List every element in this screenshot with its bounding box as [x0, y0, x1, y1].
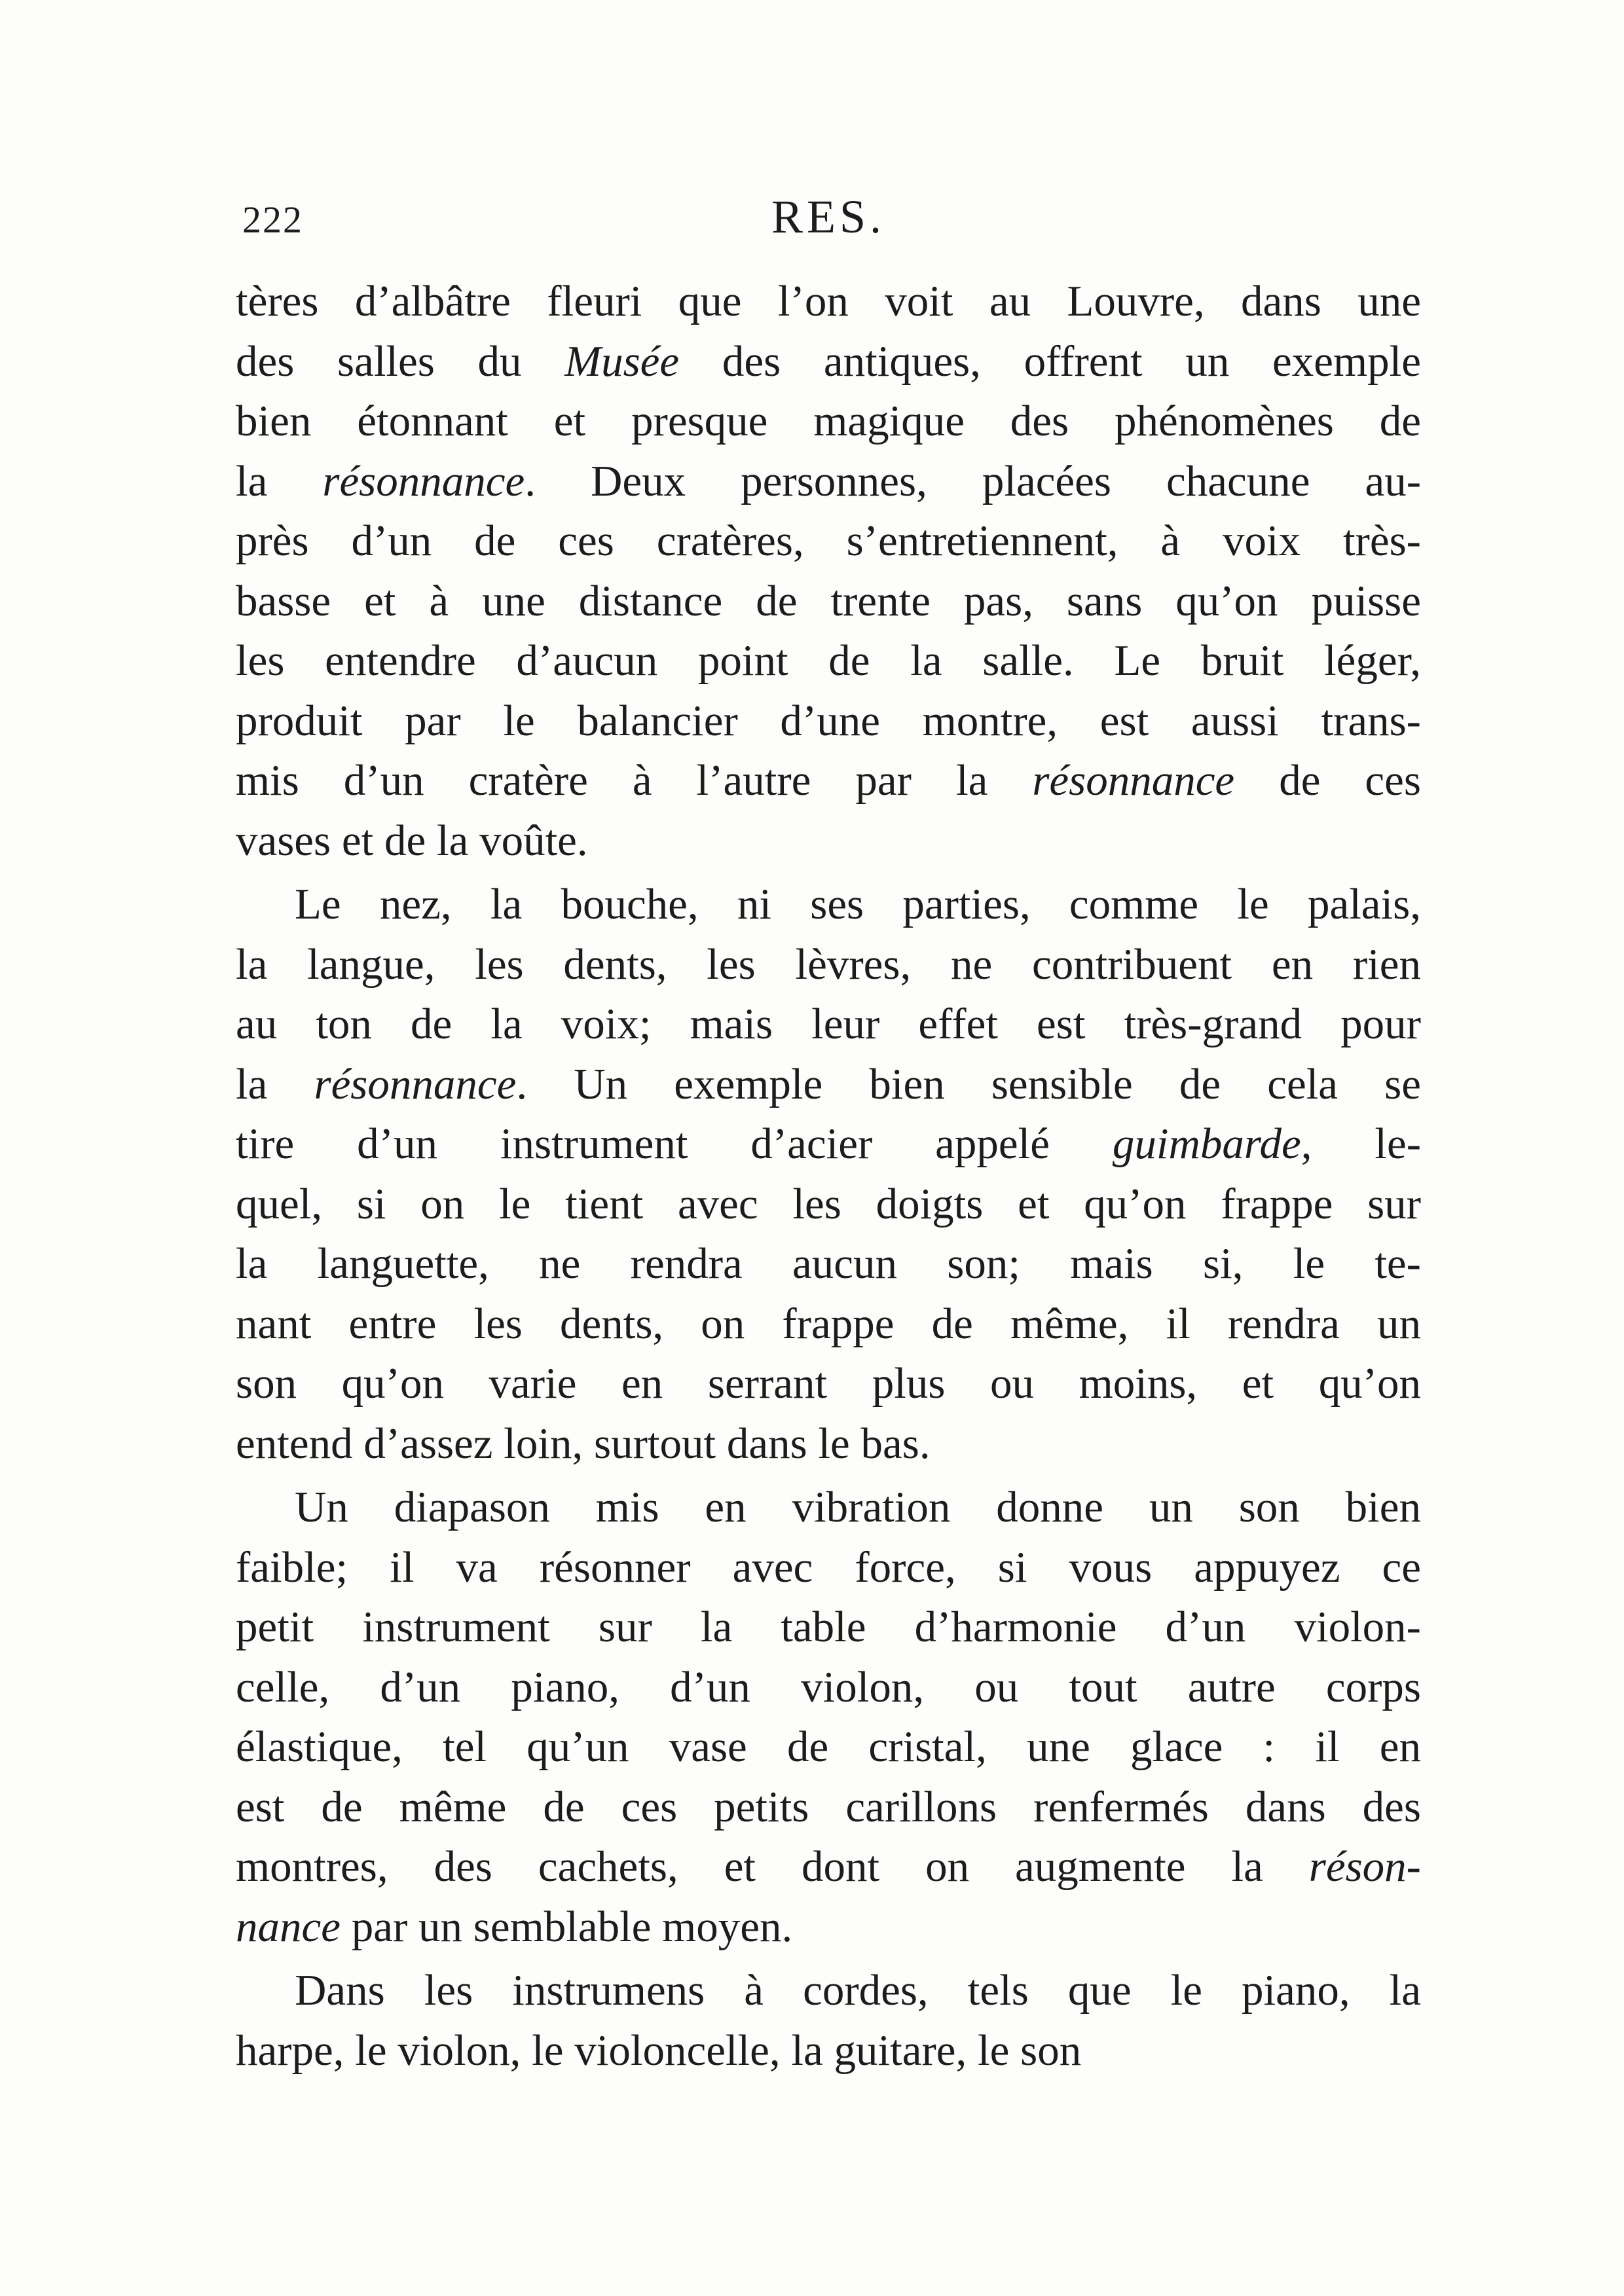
text-line: [236, 572, 1421, 632]
text-segment: , le-: [1301, 1120, 1421, 1168]
text-line: [236, 1175, 1421, 1235]
paragraph: [236, 875, 1421, 1474]
text-segment: la: [236, 1059, 314, 1108]
text-line: [236, 511, 1421, 572]
italic-term: Musée: [564, 337, 680, 386]
paragraph: [236, 1961, 1421, 2081]
text-line: [236, 1961, 1421, 2021]
text-segment: celle, d’un piano, d’un violon, ou tout autre corps: [236, 1662, 1421, 1711]
italic-term: réson-: [1308, 1842, 1421, 1891]
text-segment: la langue, les dents, les lèvres, ne contribuent en rien: [236, 939, 1421, 989]
text-line: [236, 935, 1421, 995]
text-line: [236, 631, 1421, 691]
italic-term: résonnance: [314, 1059, 517, 1108]
italic-term: résonnance: [1032, 756, 1235, 805]
page-number: 222: [242, 198, 303, 241]
text-line: [236, 392, 1421, 452]
text-segment: petit instrument sur la table d’harmonie d’un violon-: [236, 1603, 1421, 1651]
text-line: [236, 1897, 1421, 1958]
text-segment: bien étonnant et presque magique des phénomènes de: [236, 397, 1421, 445]
text-segment: harpe, le violon, le violoncelle, la guitare, le son: [236, 2026, 1082, 2075]
paragraph: [236, 1478, 1421, 1957]
text-segment: nant entre les dents, on frappe de même, il rendra un: [236, 1299, 1421, 1348]
text-segment: des salles du: [236, 337, 565, 386]
text-line: [236, 1414, 1421, 1474]
text-segment: élastique, tel qu’un vase de cristal, une glace : il en: [236, 1722, 1421, 1771]
text-segment: son qu’on varie en serrant plus ou moins, et qu’on: [236, 1359, 1421, 1408]
text-line: [236, 994, 1421, 1055]
text-line: [236, 875, 1421, 935]
text-line: [236, 272, 1421, 332]
text-segment: vases et de la voûte.: [236, 816, 588, 865]
text-segment: montres, des cachets, et dont on augmente la: [236, 1842, 1309, 1891]
text-segment: . Deux personnes, placées chacune au-: [525, 456, 1421, 505]
text-line: [236, 1055, 1421, 1115]
text-segment: basse et à une distance de trente pas, sans qu’on puisse: [236, 576, 1421, 625]
text-segment: faible; il va résonner avec force, si vous appuyez ce: [236, 1542, 1421, 1592]
italic-term: nance: [236, 1902, 341, 1951]
text-segment: entend d’assez loin, surtout dans le bas.: [236, 1419, 931, 1468]
text-segment: tire d’un instrument d’acier appelé: [236, 1120, 1113, 1168]
text-segment: au ton de la voix; mais leur effet est très-grand pour: [236, 1000, 1421, 1048]
text-segment: par un semblable moyen.: [340, 1902, 793, 1951]
text-segment: des antiques, offrent un exemple: [679, 337, 1421, 386]
text-line: [236, 751, 1421, 811]
body-text: [236, 272, 1421, 2081]
text-segment: la languette, ne rendra aucun son; mais si, le te-: [236, 1239, 1421, 1288]
text-segment: les entendre d’aucun point de la salle. Le bruit léger,: [236, 636, 1421, 685]
text-segment: est de même de ces petits carillons renfermés dans des: [236, 1782, 1421, 1831]
text-segment: mis d’un cratère à l’autre par la: [236, 756, 1033, 805]
text-segment: . Un exemple bien sensible de cela se: [516, 1059, 1421, 1108]
text-line: [236, 1597, 1421, 1658]
text-segment: tères d’albâtre fleuri que l’on voit au Louvre, dans une: [236, 277, 1421, 325]
text-line: [236, 332, 1421, 392]
paragraph: [236, 272, 1421, 871]
text-line: [236, 2021, 1421, 2081]
text-segment: de ces: [1234, 756, 1421, 805]
text-line: [236, 1658, 1421, 1718]
text-line: [236, 1478, 1421, 1538]
text-line: [236, 691, 1421, 752]
text-segment: Un diapason mis en vibration donne un son bien: [295, 1483, 1421, 1531]
text-segment: Le nez, la bouche, ni ses parties, comme le palais,: [295, 880, 1421, 928]
italic-term: résonnance: [322, 456, 525, 505]
text-line: [236, 1114, 1421, 1175]
text-line: [236, 1837, 1421, 1897]
text-segment: la: [236, 456, 323, 505]
text-line: [236, 1538, 1421, 1598]
page-header: [242, 190, 1414, 249]
text-line: [236, 1354, 1421, 1414]
italic-term: guimbarde: [1112, 1120, 1301, 1168]
text-segment: Dans les instrumens à cordes, tels que le piano, la: [295, 1966, 1421, 2014]
running-head: RES.: [771, 191, 886, 243]
text-segment: près d’un de ces cratères, s’entretiennent, à voix très-: [236, 517, 1421, 565]
text-segment: produit par le balancier d’une montre, est aussi trans-: [236, 696, 1421, 745]
text-line: [236, 1294, 1421, 1355]
text-segment: quel, si on le tient avec les doigts et qu’on frappe sur: [236, 1179, 1421, 1228]
text-line: [236, 1717, 1421, 1777]
text-line: [236, 811, 1421, 871]
text-line: [236, 452, 1421, 512]
text-line: [236, 1234, 1421, 1294]
text-line: [236, 1777, 1421, 1838]
